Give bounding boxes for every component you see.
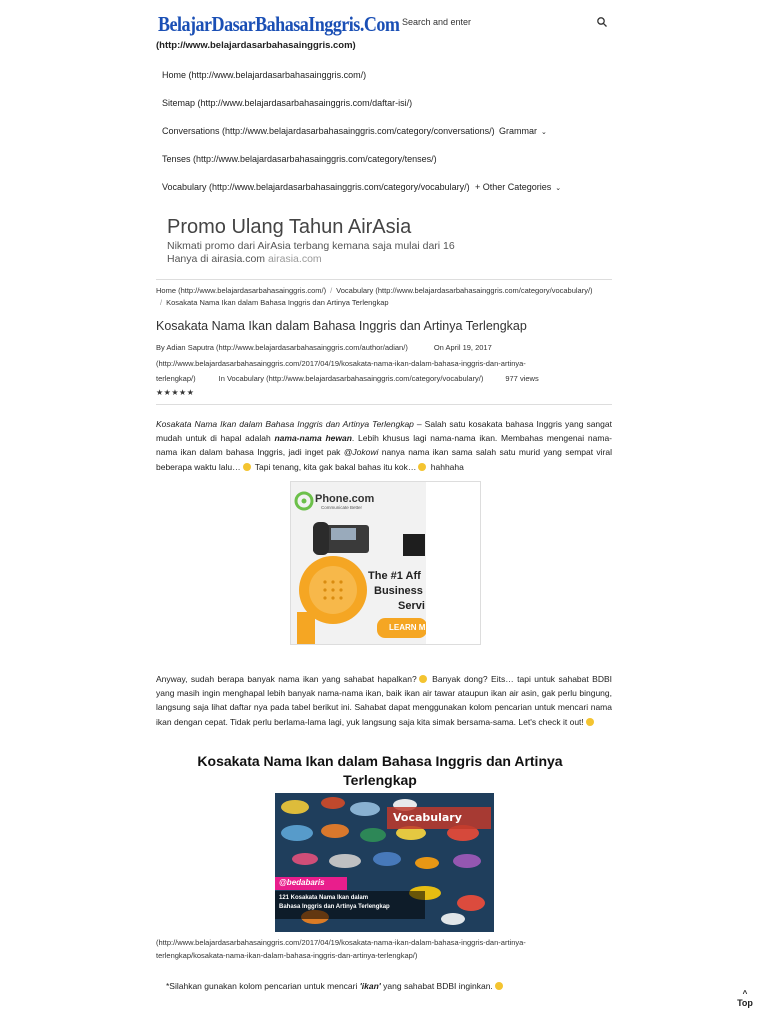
smile-emoji-icon [586,718,594,726]
promo-description[interactable] [167,240,455,266]
nav-item-grammar-label: Grammar [499,126,537,136]
intro-paragraph: Kosakata Nama Ikan dalam Bahasa Inggris dan Artinya Terlengkap – Salah satu kosakata bahasa Inggris yang sangat mudah untuk di hapal adalah nama-nama hewan. Lebih khusus lagi nama-nama ikan. Membahas mengenai nama-nama ikan dalam bahasa Inggris, jadi inget pak @Jokowi nanya nama ikan sama salah satu murid yang sempat viral beberapa waktu lalu… Tapi tenang, kita gak bakal bahas itu kok… hahhaha [156,419,613,472]
breadcrumb-home[interactable]: Home (http://www.belajardasarbahasainggris.com/) [156,286,327,295]
page-title: Kosakata Nama Ikan dalam Bahasa Inggris dan Artinya Terlengkap [156,319,527,333]
nav-item-conversations[interactable]: Conversations (http://www.belajardasarbahasainggris.com/category/conversations/) [162,126,495,136]
nav-item-tenses[interactable]: Tenses (http://www.belajardasarbahasainggris.com/category/tenses/) [162,154,437,164]
smile-emoji-icon [495,982,503,990]
view-count: 977 views [505,374,539,383]
search-icon[interactable] [596,16,608,28]
post-date: On April 19, 2017 [433,343,492,352]
post-meta [156,339,616,399]
image-handle: @bedabaris [279,878,325,887]
image-link[interactable]: (http://www.belajardasarbahasainggris.com/2017/04/19/kosakata-nama-ikan-dalam-bahasa-inggris-dan-artinya- terlengkap/kosakata-nama-ikan-dalam-bahasa-inggris-dan-artinya-terlengkap/) [156,938,526,960]
nav-item-other-categories[interactable] [475,182,561,192]
nav-item-other-label: + Other Categories [475,182,552,192]
author-link[interactable]: By Adian Saputra (http://www.belajardasarbahasainggris.com/author/adian/) [156,343,408,352]
image-caption: 121 Kosakata Nama Ikan dalam Bahasa Inggris dan Artinya Terlengkap [279,895,390,910]
search-input[interactable]: Search and enter [402,17,472,27]
breadcrumb-separator: / [160,298,163,307]
back-to-top-button[interactable] [735,990,755,1008]
section-heading: Kosakata Nama Ikan dalam Bahasa Inggris dan Artinya Terlengkap [197,753,563,788]
body-paragraph: Anyway, sudah berapa banyak nama ikan yang sahabat hapalkan? Banyak dong? Eits… tapi untuk sahabat BDBI yang masih ingin menghapal lebih banyak nama-nama ikan, baik ikan air tawar ataupun ikan air asin, gak perlu bingung, langsung saja lihat daftar nya pada tabel berikut ini. Sahabat dapat menggunakan kolom pencarian untuk mencari nama ikan dengan cepat. Tidak perlu berlama-lama lagi, yuk langsung saja kita simak bersama-sama. Let's check it out! [156,674,613,727]
ad-headline: The #1 Aff Business Servi [368,570,425,612]
promo-title[interactable]: Promo Ulang Tahun AirAsia [167,216,412,238]
permalink-end[interactable]: terlengkap/) [156,374,196,383]
nav-item-sitemap[interactable]: Sitemap (http://www.belajardasarbahasainggris.com/daftar-isi/) [162,98,413,108]
site-logo-url[interactable]: (http://www.belajardasarbahasainggris.com) [156,40,356,51]
chevron-down-icon: ⌄ [541,129,547,136]
search-note: *Silahkan gunakan kolom pencarian untuk mencari 'ikan' yang sahabat BDBI inginkan. [166,981,505,991]
smile-emoji-icon [418,463,426,471]
category-link[interactable]: In Vocabulary (http://www.belajardasarbahasainggris.com/category/vocabulary/) [218,374,484,383]
promo-line-1: Nikmati promo dari AirAsia terbang kemana saja mulai dari 16 [167,240,455,252]
nav-item-grammar[interactable] [499,126,547,136]
chevron-down-icon: ⌄ [555,185,562,192]
advertisement-banner[interactable] [290,481,481,645]
ad-tagline: Communicate Better [321,505,363,510]
promo-line-2: Hanya di airasia.com airasia.com [167,253,322,265]
ad-brand: Phone.com [315,493,375,505]
divider [156,404,612,405]
breadcrumb-current: Kosakata Nama Ikan dalam Bahasa Inggris dan Artinya Terlengkap [166,298,389,307]
divider [156,279,612,280]
site-logo[interactable]: BelajarDasarBahasaInggris.Com [158,12,400,36]
nav-item-vocabulary[interactable]: Vocabulary (http://www.belajardasarbahasainggris.com/category/vocabulary/) [162,182,470,192]
arrow-up-icon: ^ [742,989,748,998]
nav-item-home[interactable]: Home (http://www.belajardasarbahasainggris.com/) [162,70,367,80]
smile-emoji-icon [243,463,251,471]
back-to-top-label: Top [737,998,753,1008]
breadcrumb-category[interactable]: Vocabulary (http://www.belajardasarbahasainggris.com/category/vocabulary/) [336,286,593,295]
breadcrumb [156,285,616,309]
smile-emoji-icon [419,675,427,683]
breadcrumb-separator: / [330,286,333,295]
ad-cta-button[interactable]: LEARN M [389,623,426,632]
fish-vocabulary-image[interactable] [275,793,494,932]
permalink[interactable]: (http://www.belajardasarbahasainggris.com/2017/04/19/kosakata-nama-ikan-dalam-bahasa-inggris-dan-artinya- [156,359,526,368]
rating-stars[interactable]: ★★★★★ [156,388,195,397]
image-vocabulary-label: Vocabulary [393,811,462,824]
promo-domain: airasia.com [267,253,322,265]
